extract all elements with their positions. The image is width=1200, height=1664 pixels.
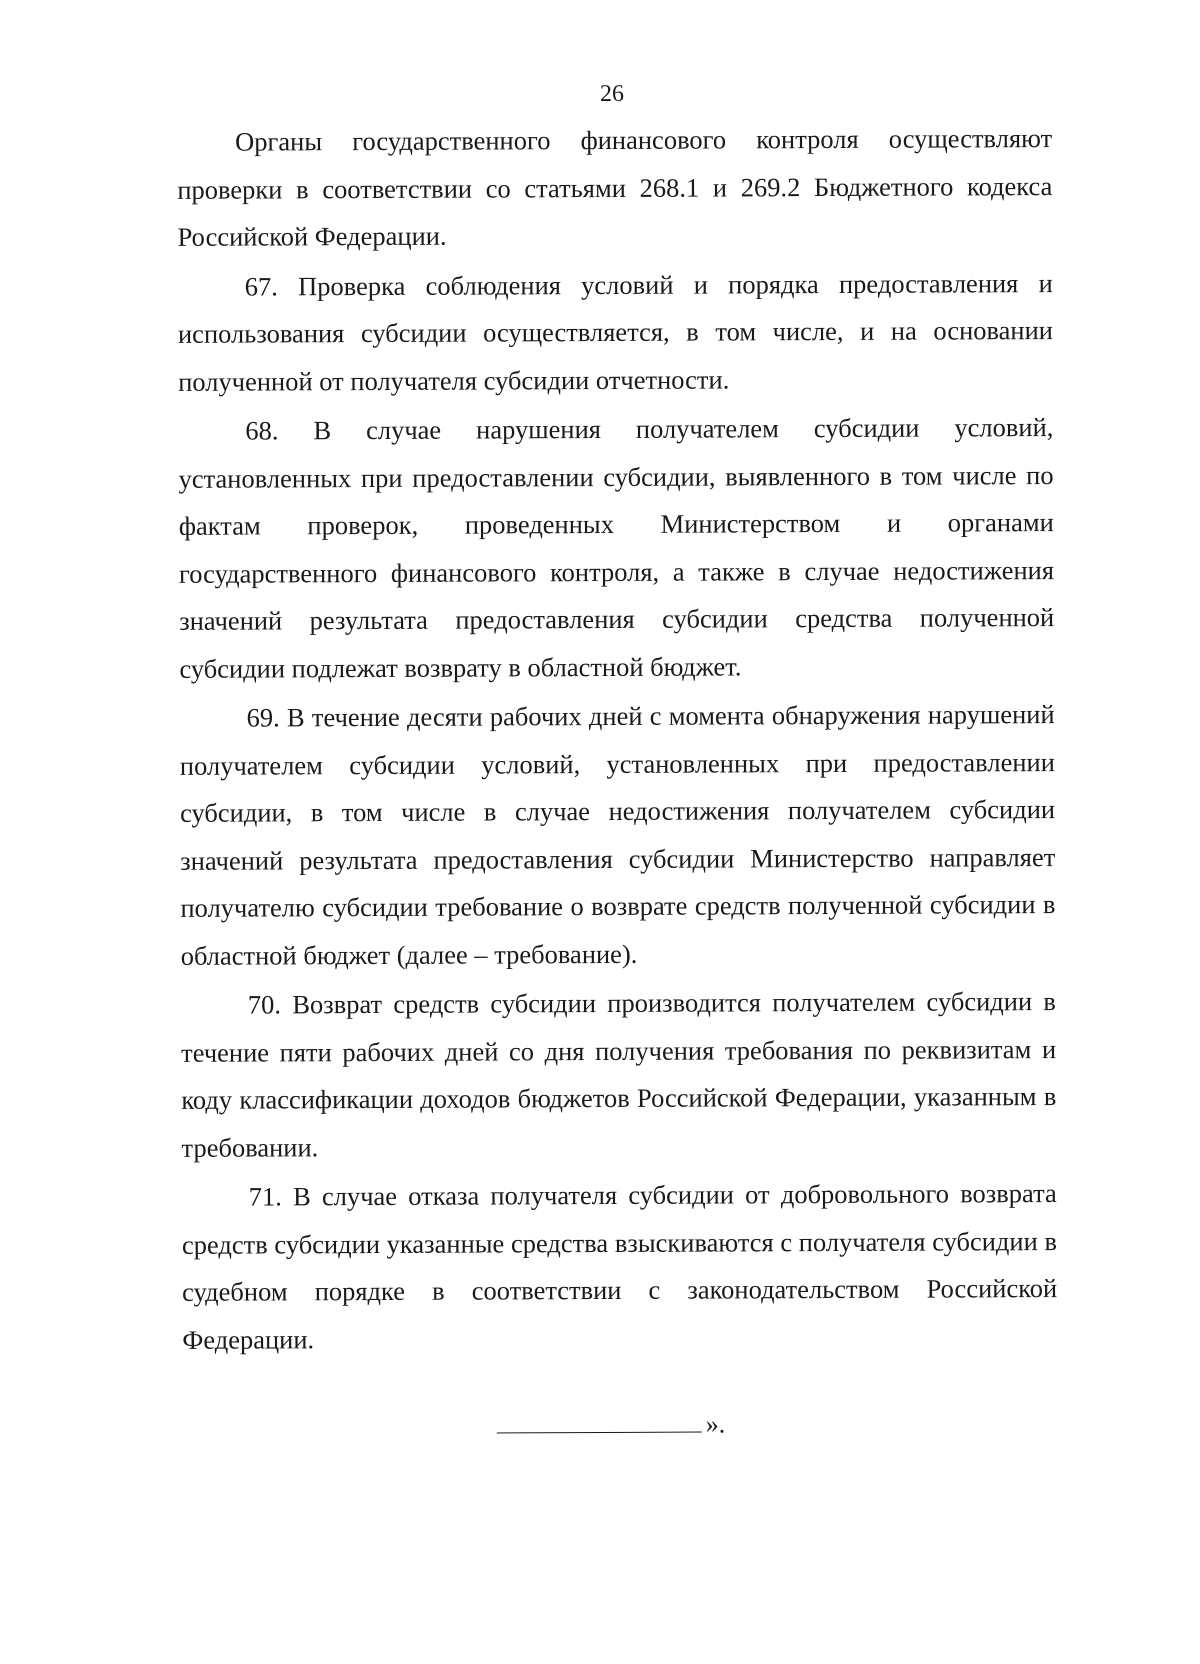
document-body — [177, 115, 1057, 1366]
closing-rule — [497, 1410, 702, 1434]
closing-quote-mark: ». — [705, 1409, 726, 1439]
paragraph-71: 71. В случае отказа получателя субсидии от добровольного возврата средств субсидии указанные средства взыскиваются с получателя субсидии в судебном порядке в соответствии с законодательством Российской Федерации. — [181, 1178, 1058, 1355]
paragraph-68: 68. В случае нарушения получателем субсидии условий, установленных при предоставлении субсидии, выявленного в том числе по фактам проверок, проведенных Министерством и органами государственного финансового контроля, а также в случае недостижения значений результата предоставления субсидии средства полученной субсидии подлежат возврату в областной бюджет. — [178, 412, 1055, 684]
paragraph-67: 67. Проверка соблюдения условий и порядка предоставления и использования субсидии осуществляется, в том числе, и на основании полученной от получателя субсидии отчетности. — [177, 267, 1054, 397]
paragraph-70: 70. Возврат средств субсидии производится получателем субсидии в течение пяти рабочих дней со дня получения требования по реквизитам и коду классификации доходов бюджетов Российской Федерации, указанным в требовании. — [181, 986, 1057, 1163]
paragraph-69: 69. В течение десяти рабочих дней с момента обнаружения нарушений получателем субсидии условий, установленных при предоставлении субсидии, в том числе в случае недостижения получателем субсидии значений результата предоставления субсидии Министерство направляет получателю субсидии требование о возврате средств полученной субсидии в областной бюджет (далее – требование). — [179, 699, 1056, 971]
paragraph-control-bodies: Органы государственного финансового контроля осуществляют проверки в соответствии со статьями 268.1 и 269.2 Бюджетного кодекса Российской Федерации. — [177, 123, 1053, 252]
closing-line — [497, 1409, 726, 1440]
page-number: 26 — [599, 80, 624, 107]
